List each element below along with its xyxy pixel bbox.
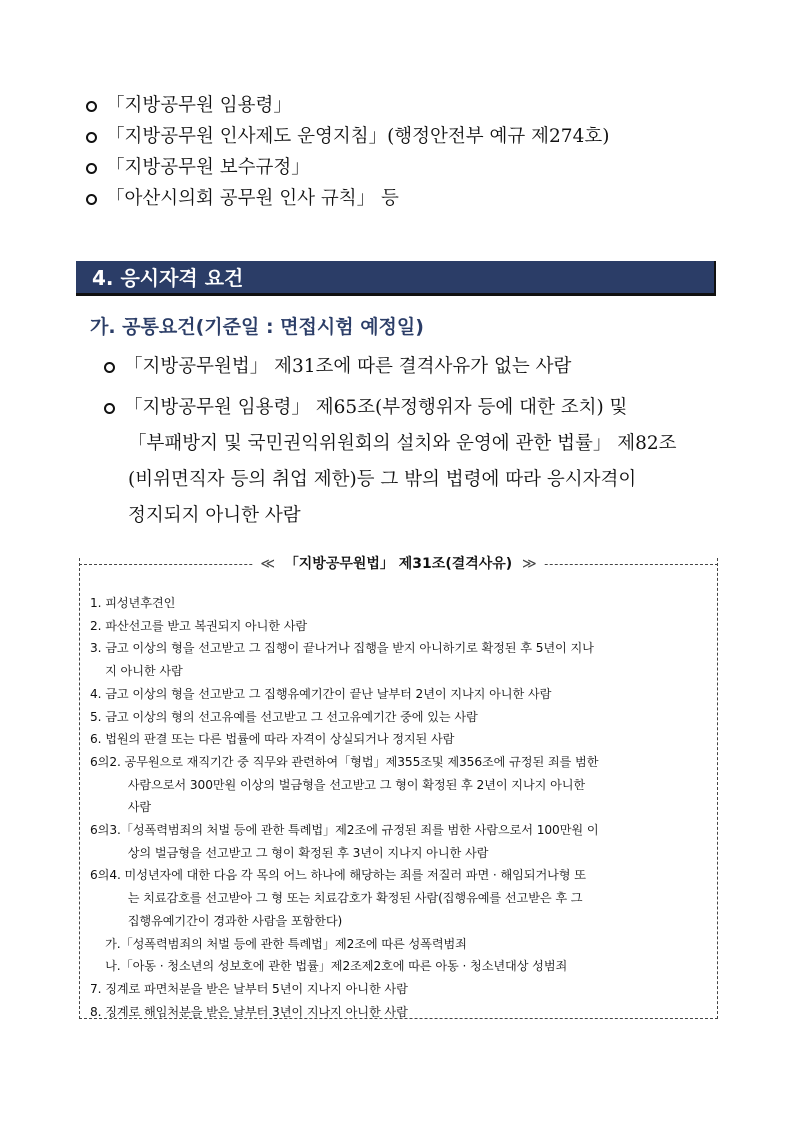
circle-bullet-icon [104, 362, 115, 373]
law-line: 집행유예기간이 경과한 사람을 포함한다) [90, 913, 343, 928]
law-line: 사람 [90, 800, 152, 815]
list-item: 「지방공무원 인사제도 운영지침」(행정안전부 예규 제274호) [86, 121, 609, 152]
law-line: 1. 피성년후견인 [90, 596, 176, 610]
circle-bullet-icon [104, 403, 115, 414]
law-line: 6. 법원의 판결 또는 다른 법률에 따라 자격이 상실되거나 정지된 사람 [90, 732, 455, 747]
law-line: 는 치료감호를 선고받아 그 형 또는 치료감호가 확정된 사람(집행유예를 선고받은 후 그 [90, 891, 583, 906]
law-line: 상의 벌금형을 선고받고 그 형이 확정된 후 3년이 지나지 아니한 사람 [90, 845, 489, 860]
requirement-item: 「지방공무원법」 제31조에 따른 결격사유가 없는 사람 [104, 352, 571, 378]
reference-list [86, 90, 609, 214]
list-item: 「지방공무원 임용령」 [86, 90, 609, 121]
law-line: 7. 징계로 파면처분을 받은 날부터 5년이 지나지 아니한 사람 [90, 981, 408, 996]
box-title: ≪ 「지방공무원법」 제31조(결격사유) ≫ [79, 557, 718, 571]
requirement-item: 「지방공무원 임용령」 제65조(부정행위자 등에 대한 조치) 및 [104, 393, 627, 419]
law-line: 사람으로서 300만원 이상의 벌금형을 선고받고 그 형이 확정된 후 2년이 지나지 아니한 [90, 777, 586, 792]
subsection-title: 가. 공통요건(기준일 : 면접시험 예정일) [90, 316, 424, 338]
list-item: 「지방공무원 보수규정」 [86, 152, 609, 183]
law-line: 6의3.「성폭력범죄의 처벌 등에 관한 특례법」제2조에 규정된 죄를 범한 사람으로서 100만원 이 [90, 823, 599, 837]
section-title: 4. 응시자격 요건 [92, 266, 244, 290]
circle-bullet-icon [86, 132, 97, 143]
law-line: 6의2. 공무원으로 재직기간 중 직무와 관련하여「형법」제355조및 제356조에 규정된 죄를 범한 [90, 754, 599, 769]
law-line: 가.「성폭력범죄의 처벌 등에 관한 특례법」제2조에 따른 성폭력범죄 [90, 936, 467, 951]
section-heading [76, 261, 716, 296]
law-line: 5. 금고 이상의 형의 선고유예를 선고받고 그 선고유예기간 중에 있는 사람 [90, 709, 478, 724]
law-line: 4. 금고 이상의 형을 선고받고 그 집행유예기간이 끝난 날부터 2년이 지나지 아니한 사람 [90, 686, 552, 701]
requirement-line: (비위면직자 등의 취업 제한)등 그 밖의 법령에 따라 응시자격이 [128, 469, 637, 490]
law-line: 2. 파산선고를 받고 복권되지 아니한 사람 [90, 618, 308, 633]
circle-bullet-icon [86, 101, 97, 112]
law-line: 지 아니한 사람 [90, 664, 183, 679]
circle-bullet-icon [86, 163, 97, 174]
law-line: 6의4. 미성년자에 대한 다음 각 목의 어느 하나에 해당하는 죄를 저질러 파면 · 해임되거나형 또 [90, 868, 586, 883]
law-line: 8. 징계로 해임처분을 받은 날부터 3년이 지나지 아니한 사람 [90, 1004, 408, 1019]
law-line: 나.「아동 · 청소년의 성보호에 관한 법률」제2조제2호에 따른 아동 · 청소년대상 성범죄 [90, 959, 568, 974]
law-excerpt-box-header [79, 557, 718, 571]
requirement-line: 「부패방지 및 국민권익위원회의 설치와 운영에 관한 법률」 제82조 [128, 433, 677, 454]
list-item: 「아산시의회 공무원 인사 규칙」 등 [86, 183, 609, 214]
circle-bullet-icon [86, 194, 97, 205]
law-line: 3. 금고 이상의 형을 선고받고 그 집행이 끝나거나 집행을 받지 아니하기로 확정된 후 5년이 지나 [90, 641, 594, 656]
requirement-line: 정지되지 아니한 사람 [128, 505, 301, 526]
